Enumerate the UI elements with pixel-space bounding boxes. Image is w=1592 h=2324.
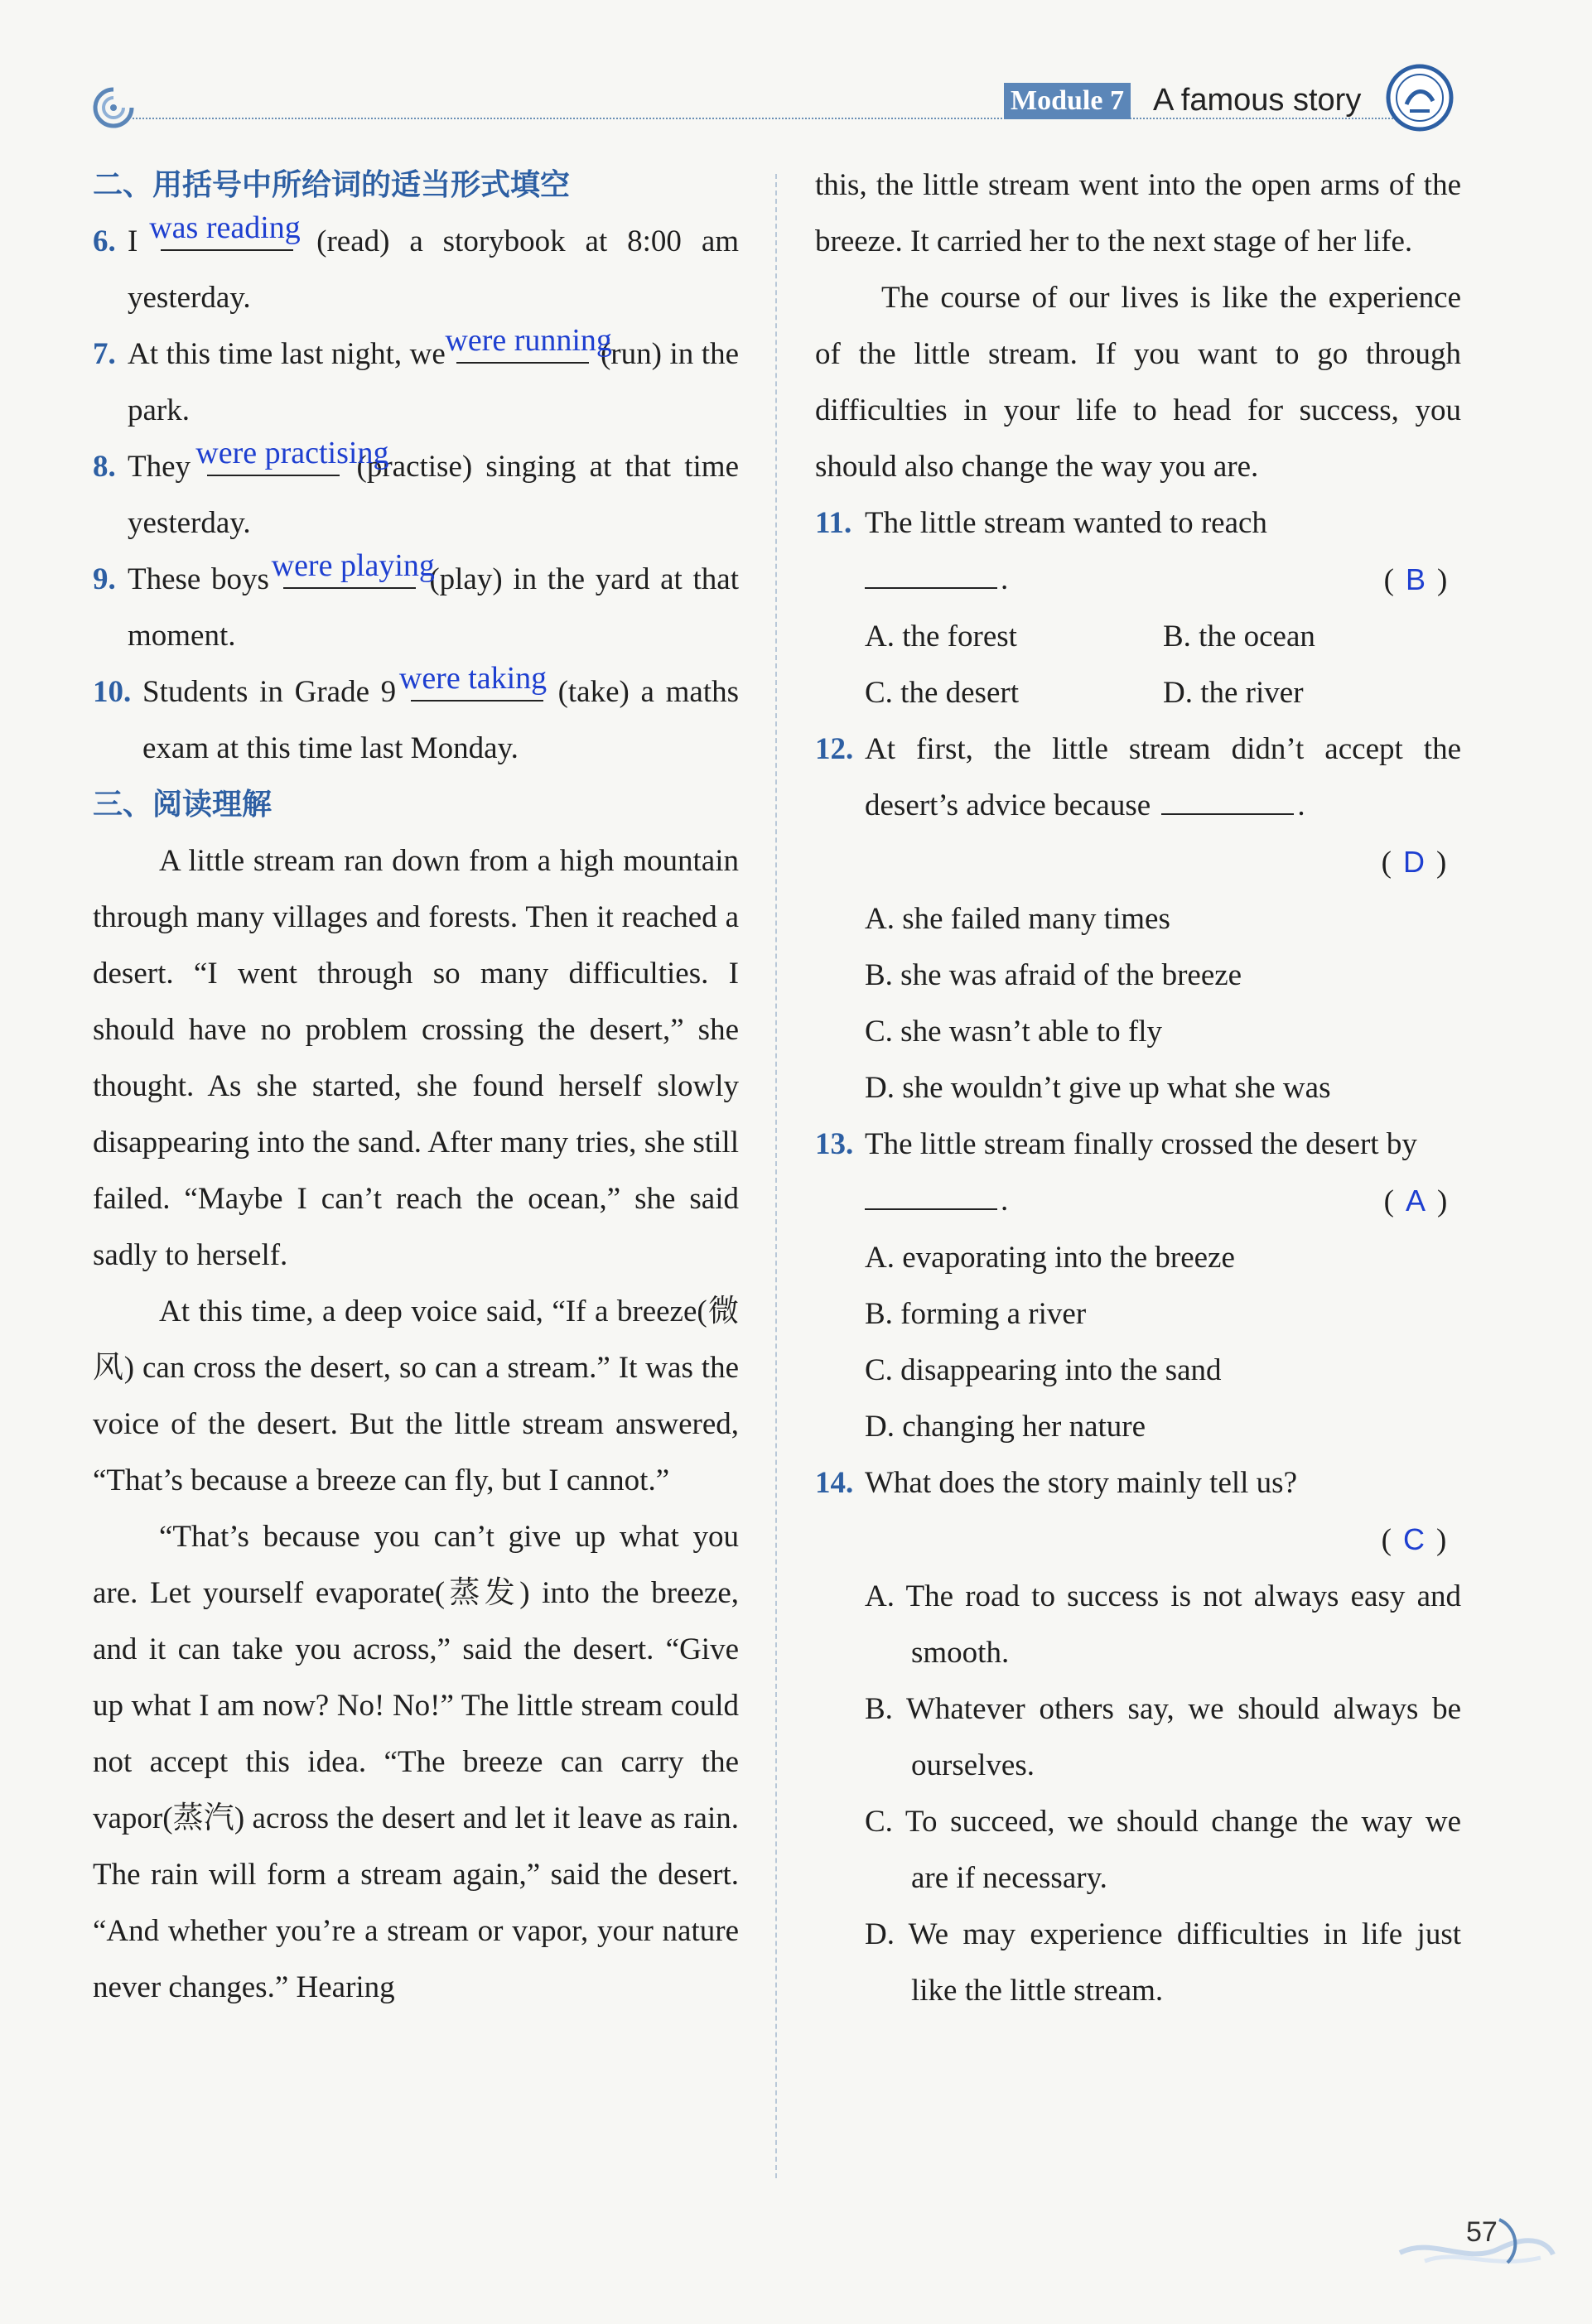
answer-box[interactable]: ( B ): [1383, 562, 1448, 597]
handwritten-answer: were practising: [195, 436, 389, 470]
question-stem: At first, the little stream didn’t accept the desert’s advice because: [865, 732, 1461, 822]
answer-blank: [865, 1184, 997, 1210]
item-text-after: (take) a maths exam at this time last Monday.: [142, 675, 740, 765]
section2-title: 二、用括号中所给词的适当形式填空: [93, 168, 571, 202]
option-d[interactable]: D. she wouldn’t give up what she was: [865, 1071, 1331, 1105]
reading-paragraph: The course of our lives is like the experience of the little stream. If you want to go through difficulties in your life to head for success, you should also change the way you are.: [815, 281, 1461, 484]
option-b[interactable]: B. she was afraid of the breeze: [865, 958, 1242, 992]
question-11: [815, 495, 1461, 552]
fill-item: [93, 323, 740, 439]
option-d[interactable]: D. We may experience difficulties in life just like the little stream.: [865, 1917, 1461, 2008]
answer-blank[interactable]: [271, 548, 435, 589]
answer-box[interactable]: ( C ): [1381, 1522, 1447, 1557]
item-text-before: At this time last night, we: [128, 337, 446, 371]
question-number: 13.: [815, 1127, 854, 1161]
page-number: 57: [1466, 2216, 1498, 2248]
item-number: 8.: [93, 450, 116, 484]
question-tail: .: [1297, 788, 1305, 822]
option-d[interactable]: D. changing her nature: [865, 1410, 1146, 1444]
item-number: 9.: [93, 562, 116, 596]
question-13-blank-row: [815, 1173, 1461, 1230]
answer-letter: B: [1405, 562, 1426, 596]
answer-box[interactable]: ( D ): [1381, 845, 1447, 880]
module-label: Module 7: [1004, 83, 1131, 119]
question-tail: .: [1001, 1184, 1009, 1217]
left-column: [93, 157, 739, 2016]
option-c[interactable]: C. To succeed, we should change the way we are if necessary.: [865, 1805, 1461, 1895]
option-a[interactable]: A. she failed many times: [865, 902, 1170, 936]
answer-blank: [865, 562, 997, 589]
answer-blank[interactable]: [398, 661, 548, 702]
reading-paragraph-continued: this, the little stream went into the open arms of the breeze. It carried her to the next stage of her life.: [815, 168, 1461, 258]
answer-letter: C: [1403, 1522, 1425, 1556]
option-c[interactable]: C. disappearing into the sand: [865, 1353, 1222, 1387]
item-text-after: (practise) singing at that time yesterday.: [128, 450, 740, 540]
handwritten-answer: were running: [445, 323, 612, 358]
question-14: [815, 1455, 1461, 1512]
item-text-after: (play) in the yard at that moment.: [128, 562, 739, 653]
fill-item: [93, 210, 740, 326]
option-c[interactable]: C. she wasn’t able to fly: [865, 1015, 1162, 1049]
answer-letter: A: [1405, 1184, 1426, 1217]
option-b[interactable]: B. forming a river: [865, 1297, 1087, 1331]
handwritten-answer: was reading: [149, 210, 301, 245]
item-number: 10.: [93, 675, 132, 709]
question-number: 12.: [815, 732, 854, 766]
option-d[interactable]: D. the river: [1163, 676, 1304, 710]
option-a[interactable]: A. The road to success is not always easy and smooth.: [865, 1579, 1461, 1670]
question-number: 11.: [815, 506, 852, 540]
handwritten-answer: were playing: [271, 548, 435, 583]
fill-item: [93, 436, 740, 552]
fill-item: [93, 661, 740, 777]
option-a[interactable]: A. evaporating into the breeze: [865, 1241, 1235, 1275]
question-11-blank-row: [815, 552, 1461, 609]
answer-blank[interactable]: [149, 210, 301, 251]
question-number: 14.: [815, 1466, 854, 1500]
item-number: 7.: [93, 337, 116, 371]
answer-blank[interactable]: [445, 323, 612, 364]
question-14-answer-row: [815, 1512, 1461, 1569]
question-12: [815, 721, 1461, 834]
item-text-before: They: [128, 450, 191, 484]
handwritten-answer: were taking: [398, 661, 548, 696]
question-stem: The little stream finally crossed the desert by: [865, 1127, 1417, 1161]
question-13: [815, 1116, 1461, 1173]
question-stem: What does the story mainly tell us?: [865, 1466, 1297, 1500]
fill-item: [93, 548, 739, 664]
question-12-answer-row: [815, 834, 1461, 891]
section3-title: 三、阅读理解: [93, 788, 273, 822]
item-text-after: (run) in the park.: [128, 337, 740, 427]
options-row: [815, 609, 1461, 665]
answer-blank[interactable]: [195, 436, 389, 476]
answer-letter: D: [1403, 845, 1425, 879]
question-tail: .: [1001, 562, 1009, 596]
answer-box[interactable]: ( A ): [1383, 1184, 1448, 1218]
item-text-before: Students in Grade 9: [142, 675, 397, 709]
option-b[interactable]: B. Whatever others say, we should always be ourselves.: [865, 1692, 1461, 1782]
option-a[interactable]: A. the forest: [865, 620, 1017, 653]
option-c[interactable]: C. the desert: [865, 676, 1019, 710]
answer-blank: [1161, 788, 1294, 815]
column-divider: [775, 174, 777, 2178]
item-text-after: (read) a storybook at 8:00 am yesterday.: [128, 224, 740, 315]
reading-paragraph: At this time, a deep voice said, “If a breeze(微风) can cross the desert, so can a stream.” It was the voice of the desert. But the little stream answered, “That’s because a breeze can fly, but I cannot.”: [93, 1295, 739, 1497]
publisher-logo-icon: [1385, 63, 1455, 133]
options-row: [815, 665, 1461, 721]
swirl-icon: [88, 83, 139, 134]
item-number: 6.: [93, 224, 116, 258]
option-b[interactable]: B. the ocean: [1163, 620, 1315, 653]
question-stem: The little stream wanted to reach: [865, 506, 1267, 540]
item-text-before: I: [128, 224, 138, 258]
reading-paragraph: A little stream ran down from a high mountain through many villages and forests. Then it reached a desert. “I went through so many difficulties. I should have no problem crossing the desert,” she thought. As she started, she found herself slowly disappearing into the sand. After many tries, she still failed. “Maybe I can’t reach the ocean,” she said sadly to herself.: [93, 844, 739, 1272]
module-title: A famous story: [1153, 83, 1362, 118]
right-column: [815, 157, 1461, 2019]
item-text-before: These boys: [128, 562, 269, 596]
reading-paragraph: “That’s because you can’t give up what you are. Let yourself evaporate(蒸发) into the breeze, and it can take you across,” said the desert. “Give up what I am now? No! No!” The little stream could not accept this idea. “The breeze can carry the vapor(蒸汽) across the desert and let it leave as rain. The rain will form a stream again,” said the desert. “And whether you’re a stream or vapor, your nature never changes.” Hearing: [93, 1520, 739, 2004]
